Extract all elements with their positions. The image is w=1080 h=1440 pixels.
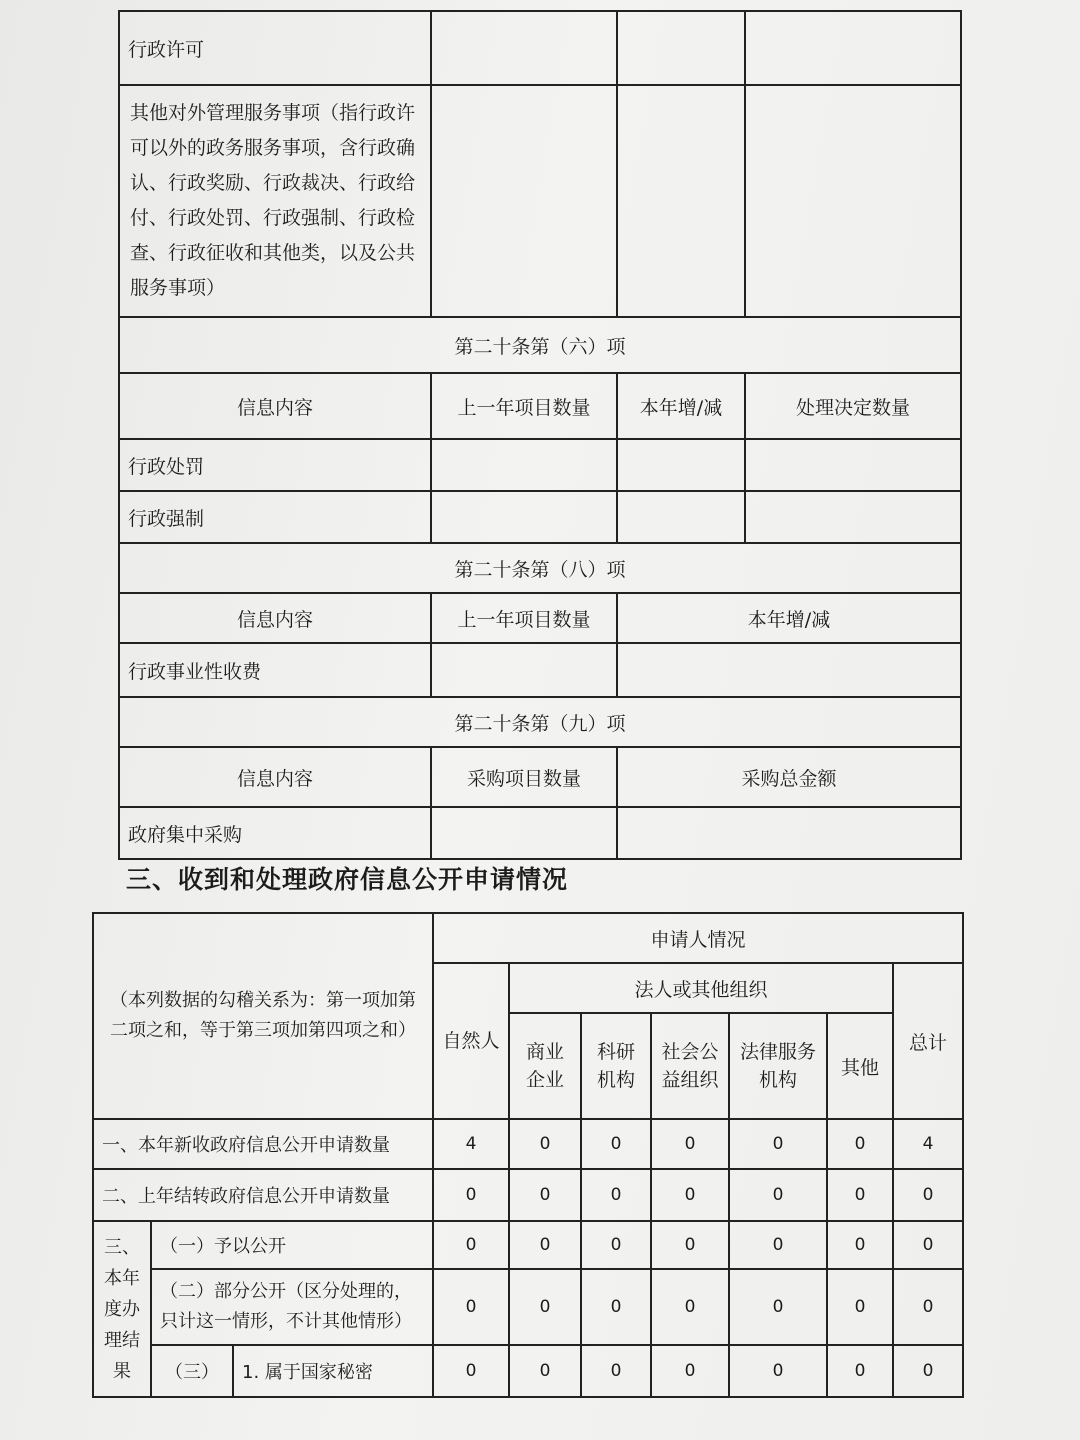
table-row (119, 11, 961, 85)
column-header: 处理决定数量 (745, 373, 961, 439)
row-label: （一）予以公开 (151, 1221, 433, 1269)
column-header: 本年增/减 (617, 373, 745, 439)
cell-value: 0 (509, 1269, 581, 1345)
row-label: （三） (151, 1345, 233, 1397)
column-header: 本年增/减 (617, 593, 961, 643)
section-title: 第二十条第（六）项 (119, 317, 961, 373)
active-disclosure-table (118, 10, 962, 860)
column-header: 总计 (893, 963, 963, 1119)
empty-cell (745, 439, 961, 491)
cell-value: 0 (581, 1221, 651, 1269)
empty-cell (617, 11, 745, 85)
row-label: 政府集中采购 (119, 807, 431, 859)
row-label: 行政处罚 (119, 439, 431, 491)
row-label: （二）部分公开（区分处理的，只计这一情形，不计其他情形） (151, 1269, 433, 1345)
empty-cell (431, 643, 617, 697)
row-label: 二、上年结转政府信息公开申请数量 (93, 1169, 433, 1221)
cell-value: 0 (651, 1169, 729, 1221)
column-header: 科研机构 (581, 1013, 651, 1119)
column-header: 信息内容 (119, 747, 431, 807)
empty-cell (431, 491, 617, 543)
cell-value: 0 (729, 1221, 827, 1269)
column-header: 其他 (827, 1013, 893, 1119)
cell-value: 0 (651, 1119, 729, 1169)
empty-cell (745, 85, 961, 317)
cell-value: 0 (729, 1169, 827, 1221)
cell-value: 0 (893, 1345, 963, 1397)
cell-value: 0 (827, 1221, 893, 1269)
empty-cell (617, 643, 961, 697)
cell-value: 4 (893, 1119, 963, 1169)
column-header: 自然人 (433, 963, 509, 1119)
table-row (93, 1169, 963, 1221)
row-group-label: 三、本年度办理结果 (93, 1221, 151, 1397)
cell-value: 0 (729, 1345, 827, 1397)
cell-value: 0 (651, 1345, 729, 1397)
cell-value: 0 (433, 1269, 509, 1345)
cell-value: 0 (893, 1269, 963, 1345)
empty-cell (617, 439, 745, 491)
empty-cell (431, 439, 617, 491)
cell-value: 0 (433, 1169, 509, 1221)
cell-value: 0 (827, 1119, 893, 1169)
cell-value: 0 (827, 1169, 893, 1221)
cell-value: 0 (509, 1345, 581, 1397)
cell-value: 0 (581, 1169, 651, 1221)
row-label: 行政许可 (119, 11, 431, 85)
column-header: 申请人情况 (433, 913, 963, 963)
column-header: 采购总金额 (617, 747, 961, 807)
empty-cell (431, 11, 617, 85)
column-header: 法律服务机构 (729, 1013, 827, 1119)
table-row (119, 85, 961, 317)
column-header: 信息内容 (119, 593, 431, 643)
row-sublabel: 1. 属于国家秘密 (233, 1345, 433, 1397)
column-header: 上一年项目数量 (431, 593, 617, 643)
cell-value: 0 (509, 1119, 581, 1169)
empty-cell (431, 85, 617, 317)
cell-value: 4 (433, 1119, 509, 1169)
section-title: 第二十条第（八）项 (119, 543, 961, 593)
empty-cell (745, 491, 961, 543)
column-header: 上一年项目数量 (431, 373, 617, 439)
header-row (119, 747, 961, 807)
cell-value: 0 (581, 1345, 651, 1397)
table-row (93, 1269, 963, 1345)
cell-value: 0 (729, 1119, 827, 1169)
cell-value: 0 (893, 1169, 963, 1221)
empty-cell (431, 807, 617, 859)
empty-cell (617, 807, 961, 859)
cell-value: 0 (581, 1119, 651, 1169)
section-title: 第二十条第（九）项 (119, 697, 961, 747)
section-title-row (119, 697, 961, 747)
cell-value: 0 (893, 1221, 963, 1269)
cell-value: 0 (433, 1345, 509, 1397)
column-header: 信息内容 (119, 373, 431, 439)
column-header: 采购项目数量 (431, 747, 617, 807)
header-row (119, 373, 961, 439)
section-title-row (119, 317, 961, 373)
cell-value: 0 (827, 1345, 893, 1397)
empty-cell (617, 491, 745, 543)
table-row (119, 439, 961, 491)
cell-value: 0 (509, 1169, 581, 1221)
relation-note: （本列数据的勾稽关系为：第一项加第二项之和，等于第三项加第四项之和） (93, 913, 433, 1119)
section-heading: 三、收到和处理政府信息公开申请情况 (126, 865, 569, 894)
cell-value: 0 (827, 1269, 893, 1345)
column-header: 商业企业 (509, 1013, 581, 1119)
cell-value: 0 (651, 1221, 729, 1269)
row-label: 其他对外管理服务事项（指行政许可以外的政务服务事项，含行政确认、行政奖励、行政裁决、行政给付、行政处罚、行政强制、行政检查、行政征收和其他类，以及公共服务事项） (119, 85, 431, 317)
cell-value: 0 (651, 1269, 729, 1345)
empty-cell (745, 11, 961, 85)
table-row (93, 1119, 963, 1169)
cell-value: 0 (581, 1269, 651, 1345)
table-row (119, 807, 961, 859)
cell-value: 0 (509, 1221, 581, 1269)
table-row (119, 643, 961, 697)
header-row (93, 913, 963, 963)
column-header: 法人或其他组织 (509, 963, 893, 1013)
table-row (119, 491, 961, 543)
row-label: 行政强制 (119, 491, 431, 543)
empty-cell (617, 85, 745, 317)
column-header: 社会公益组织 (651, 1013, 729, 1119)
cell-value: 0 (433, 1221, 509, 1269)
cell-value: 0 (729, 1269, 827, 1345)
row-label: 一、本年新收政府信息公开申请数量 (93, 1119, 433, 1169)
section-title-row (119, 543, 961, 593)
row-label: 行政事业性收费 (119, 643, 431, 697)
header-row (119, 593, 961, 643)
table-row (93, 1221, 963, 1269)
application-table (92, 912, 964, 1398)
table-row (93, 1345, 963, 1397)
